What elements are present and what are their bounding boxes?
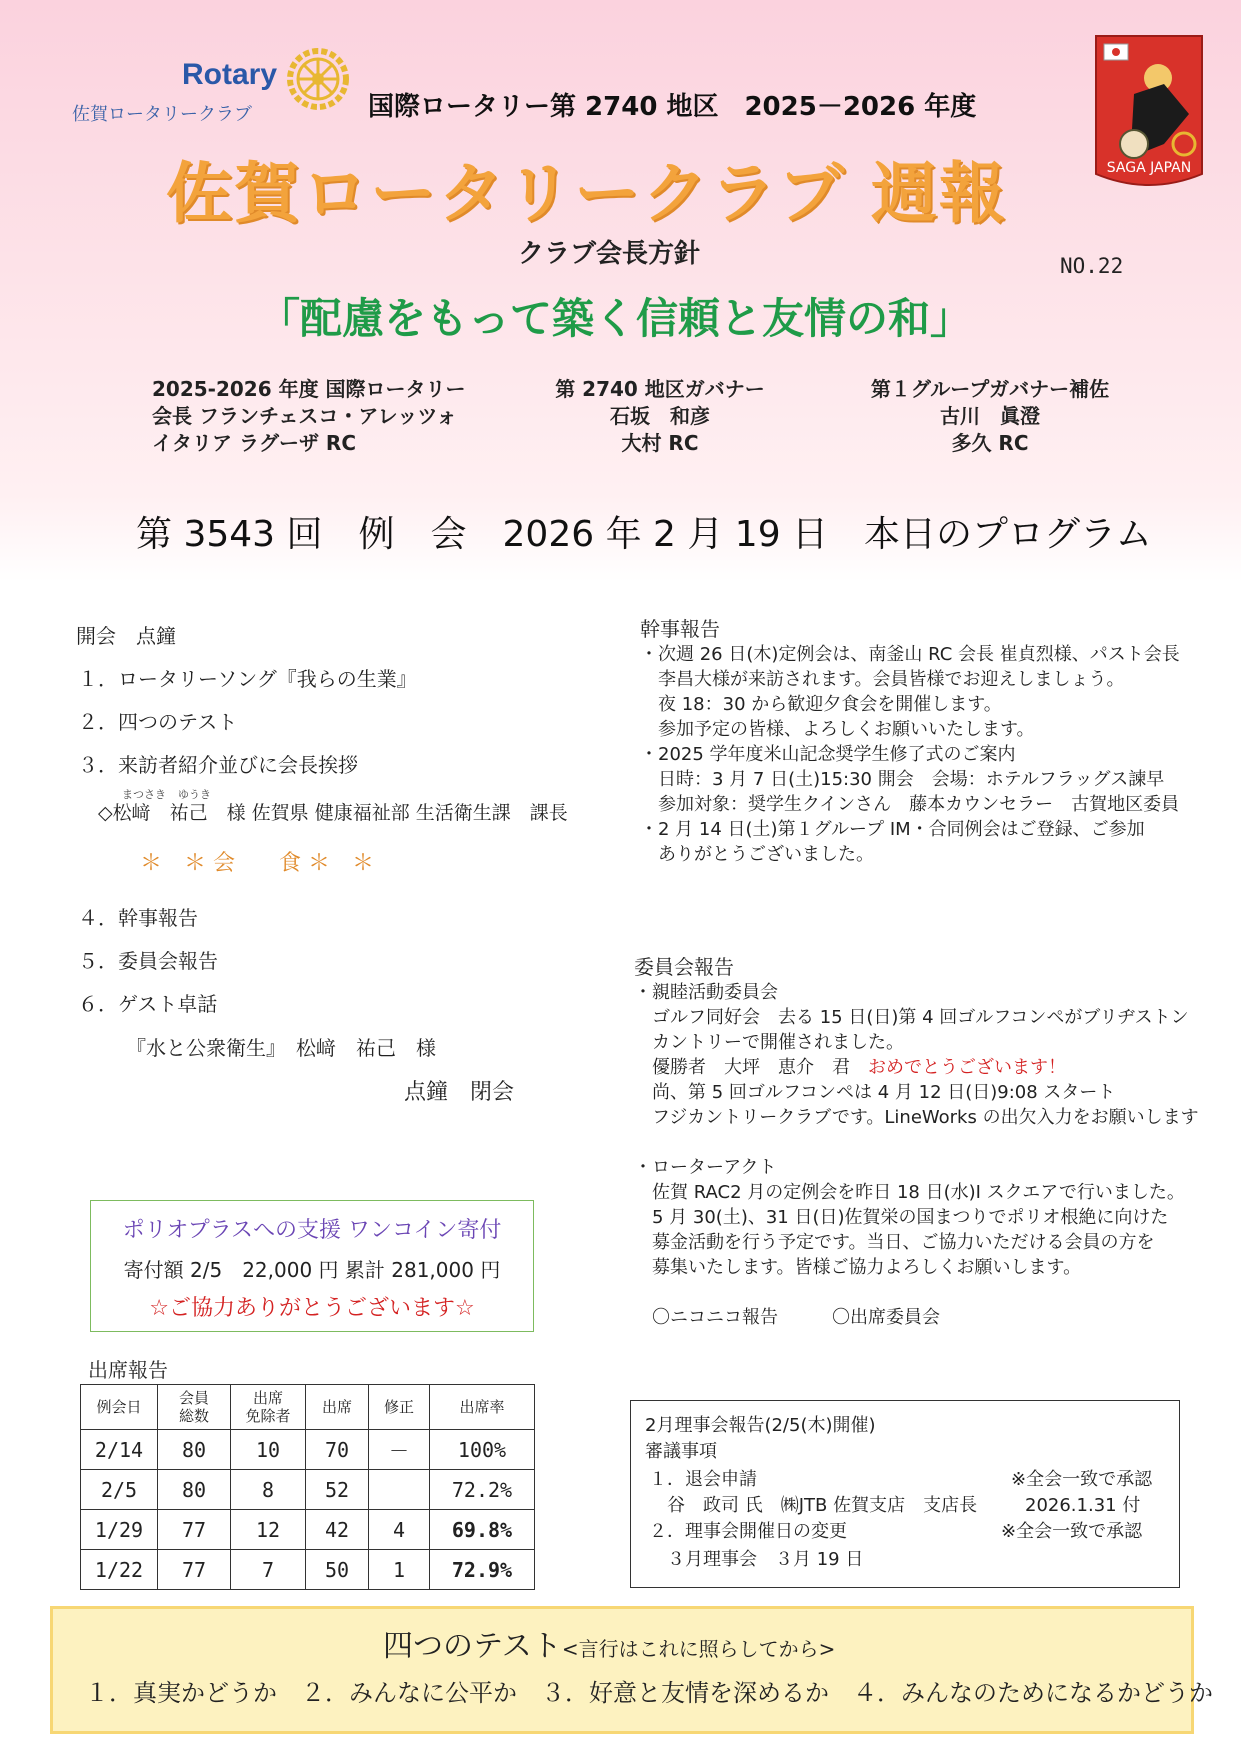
four-way-test-title: 四つのテスト<言行はこれに照らしてから> xyxy=(383,1629,836,1664)
program-item-1: １．ロータリーソング『我らの生業』 xyxy=(78,667,417,691)
table-row: 1/29 77 12 42 4 69.8% xyxy=(81,1510,535,1550)
president-motto: 「配慮をもって築く信頼と友情の和」 xyxy=(258,294,973,343)
visitor-intro: ◇松﨑 祐己 様 佐賀県 健康福祉部 生活衛生課 課長 xyxy=(98,802,568,824)
program-item-3: ３．来訪者紹介並びに会長挨拶 xyxy=(78,753,358,777)
committee-report: 委員会報告 ・親睦活動委員会 ゴルフ同好会 去る 15 日(日)第 4 回ゴルフコンペがブリヂストン カントリーで開催されました。 優勝者 大坪 恵介 君 おめでとうございます！ 尚、第 5 回ゴルフコンペは 4 月 12 日(日)9:08 スタート フジカントリークラブです。LineWorks の出欠入力をお願いします ・ローターアクト 佐賀 RAC2 月の定例会を昨日 18 日(水)I スクエアで行いました。 5 月 30(土)、31 日(日)佐賀栄の国まつりでポリオ根絶に向けた 募金活動を行う予定です。当日、ご協力いただける会員の方を 募集いたします。皆様ご協力よろしくお願いします。 〇ニコニコ報告 〇出席委員会 xyxy=(634,955,1199,1328)
district-governor-block: 第 2740 地区ガバナー 石坂 和彦 大村 RC xyxy=(555,377,765,455)
rotary-wheel-icon xyxy=(287,48,349,110)
board-meeting-report: 2月理事会報告(2/5(木)開催) 審議事項 １．退会申請 ※全会一致で承認 谷 政司 氏 ㈱JTB 佐賀支店 支店長 2026.1.31 付 ２．理事会開催日の変更 ※全会一致で承認 ３月理事会 ３月 19 日 xyxy=(630,1400,1180,1588)
meal-break: ＊ ＊ 会 食 ＊ ＊ xyxy=(140,851,374,876)
district-line: 国際ロータリー第 2740 地区 2025－2026 年度 xyxy=(368,92,977,122)
four-way-test-items: １．真実かどうか ２．みんなに公平か ３．好意と友情を深めるか ４．みんなのためになるかどうか xyxy=(85,1679,1213,1707)
table-row: 2/14 80 10 70 － 100% xyxy=(81,1430,535,1470)
table-header-row: 例会日 会員 総数 出席 免除者 出席 修正 出席率 xyxy=(81,1385,535,1430)
attendance-table xyxy=(80,1384,535,1590)
polio-title: ポリオプラスへの支援 ワンコイン寄付 xyxy=(122,1218,502,1243)
program-item-5: ５．委員会報告 xyxy=(78,949,218,973)
club-logo-subtext: 佐賀ロータリークラブ xyxy=(72,104,252,125)
newsletter-title: 佐賀ロータリークラブ 週報 xyxy=(166,155,1007,232)
table-row: 1/22 77 7 50 1 72.9% xyxy=(81,1550,535,1590)
program-opening: 開会 点鐘 xyxy=(76,624,176,648)
table-row: 2/5 80 8 52 72.2% xyxy=(81,1470,535,1510)
secretary-report: 幹事報告 ・次週 26 日(木)定例会は、南釜山 RC 会長 崔貞烈様、パスト会長 李昌大様が来訪されます。会員皆様でお迎えしましょう。 夜 18：30 から歓迎夕食会を開催します。 参加予定の皆様、よろしくお願いいたします。 ・2025 学年度米山記念奨学生修了式のご案内 日時：3 月 7 日(土)15:30 開会 会場：ホテルフラッグス諫早 参加対象：奨学生クインさん 藤本カウンセラー 古賀地区委員 ・2 月 14 日(土)第１グループ IM・合同例会はご登録、ご参加 ありがとうございました。 xyxy=(640,617,1180,865)
saga-badge-icon xyxy=(1094,34,1204,194)
four-way-test-box xyxy=(50,1606,1213,1734)
polio-donation-box xyxy=(90,1200,534,1332)
meeting-program-heading: 第 3543 回 例 会 2026 年 2 月 19 日 本日のプログラム xyxy=(136,514,1152,555)
policy-heading: クラブ会長方針 xyxy=(518,239,701,269)
guest-talk: 『水と公衆衛生』 松﨑 祐己 様 xyxy=(126,1036,436,1060)
ri-president-block: 2025-2026 年度 国際ロータリー 会長 フランチェスコ・アレッツォ イタリア ラグーザ RC xyxy=(152,377,466,455)
badge-label: SAGA JAPAN xyxy=(1106,160,1192,176)
polio-amount: 寄付額 2/5 22,000 円 累計 281,000 円 xyxy=(123,1258,501,1282)
program-item-6: ６．ゲスト卓話 xyxy=(78,992,218,1016)
program-closing: 点鐘 閉会 xyxy=(404,1080,515,1105)
issue-number: NO.22 xyxy=(1060,254,1124,278)
program-item-4: ４．幹事報告 xyxy=(78,906,198,930)
group-governor-block: 第１グループガバナー補佐 古川 眞澄 多久 RC xyxy=(870,377,1110,455)
visitor-ruby-family: まつさき xyxy=(122,788,166,801)
attendance-title: 出席報告 xyxy=(88,1358,168,1382)
program-item-2: ２．四つのテスト xyxy=(78,710,238,734)
rotary-logo-text: Rotary xyxy=(182,58,278,91)
polio-thanks: ☆ご協力ありがとうございます☆ xyxy=(149,1296,475,1321)
visitor-ruby-given: ゆうき xyxy=(178,788,211,801)
